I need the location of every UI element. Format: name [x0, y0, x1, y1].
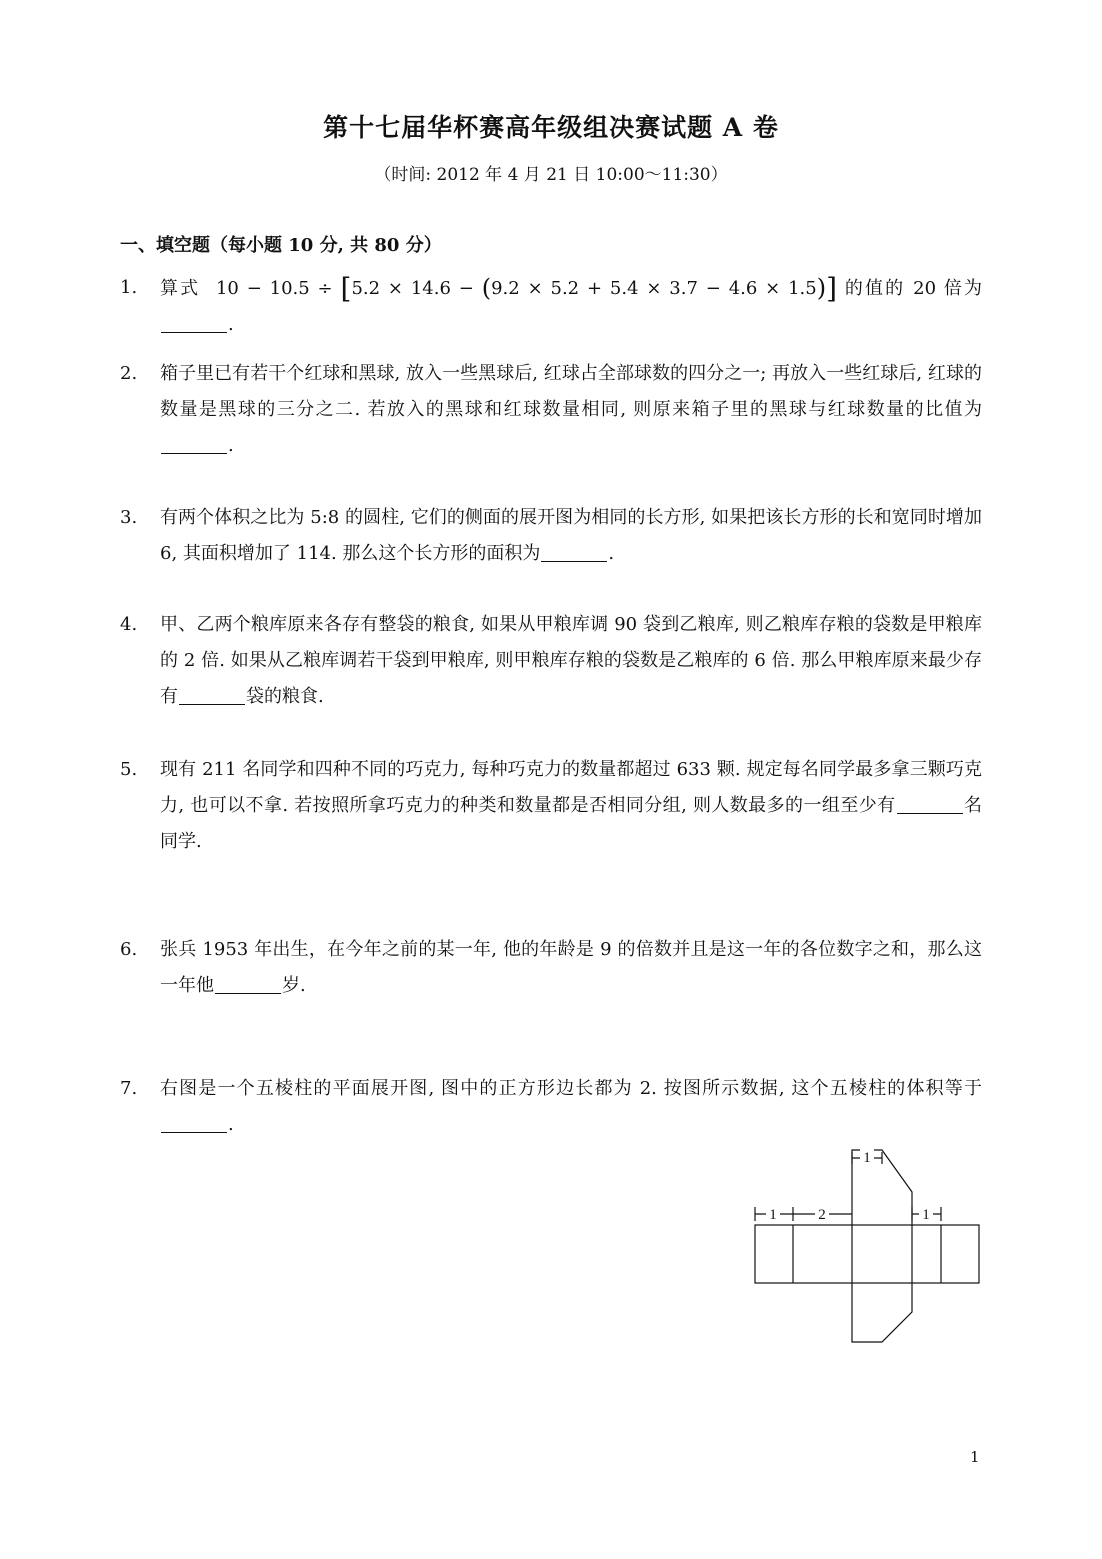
question-number: 2. [120, 363, 138, 384]
expr-part: 9.2 × 5.2 + 5.4 × 3.7 − 4.6 × 1.5 [491, 278, 817, 299]
dimension-label: 1 [863, 1150, 871, 1166]
question-4 [120, 607, 982, 715]
question-text: 甲、乙两个粮库原来各存有整袋的粮食, 如果从甲粮库调 90 袋到乙粮库, 则乙粮库存粮的袋数是甲粮库的 2 倍. 如果从乙粮库调若干袋到甲粮库, 则甲粮库存粮的袋数是乙粮库的 6 倍. 那么甲粮库原来最少存有 [160, 614, 982, 707]
question-end: . [608, 543, 615, 564]
question-1 [120, 270, 982, 343]
dimension-label: 2 [818, 1207, 826, 1223]
question-number: 7. [120, 1078, 138, 1099]
expr-part: 5.2 × 14.6 − [351, 278, 474, 299]
answer-blank[interactable] [541, 539, 607, 562]
prism-net-figure [748, 1140, 988, 1350]
question-text: 有两个体积之比为 5:8 的圆柱, 它们的侧面的展开图为相同的长方形, 如果把该长方形的长和宽同时增加 6, 其面积增加了 114. 那么这个长方形的面积为 [160, 507, 982, 564]
question-number: 1. [120, 277, 138, 298]
question-number: 4. [120, 614, 138, 635]
answer-blank[interactable] [161, 431, 227, 454]
page-number: 1 [970, 1448, 980, 1466]
question-number: 6. [120, 939, 138, 960]
question-end: . [228, 435, 234, 456]
question-7 [120, 1071, 982, 1143]
question-end: 名同学. [160, 795, 982, 852]
question-number: 3. [120, 507, 138, 528]
section-heading: 一、填空题（每小题 10 分, 共 80 分） [120, 235, 442, 256]
answer-blank[interactable] [897, 791, 963, 814]
question-text: 箱子里已有若干个红球和黑球, 放入一些黑球后, 红球占全部球数的四分之一; 再放入一些红球后, 红球的数量是黑球的三分之二. 若放入的黑球和红球数量相同, 则原来箱子里的黑球与红球数量的比值为 [160, 363, 982, 420]
dimension-label: 1 [922, 1207, 930, 1223]
page-title: 第十七届华杯赛高年级组决赛试题 A 卷 [323, 113, 779, 142]
answer-blank[interactable] [161, 310, 227, 333]
question-end: . [228, 1114, 234, 1135]
net-strip [755, 1225, 979, 1283]
question-text: 右图是一个五棱柱的平面展开图, 图中的正方形边长都为 2. 按图所示数据, 这个五棱柱的体积等于 [160, 1078, 982, 1099]
right-paren: ) [816, 274, 827, 302]
expr-part: 10 − 10.5 ÷ [215, 278, 333, 299]
math-expression [215, 272, 845, 305]
question-text: 现有 211 名同学和四种不同的巧克力, 每种巧克力的数量都超过 633 颗. 规定每名同学最多拿三颗巧克力, 也可以不拿. 若按照所拿巧克力的种类和数量都是否相同分组, 则人数最多的一组至少有 [160, 759, 982, 816]
right-bracket: ] [826, 272, 838, 305]
question-6 [120, 932, 982, 1004]
answer-blank[interactable] [179, 682, 245, 705]
exam-time: （时间: 2012 年 4 月 21 日 10:00～11:30） [374, 165, 728, 185]
left-bracket: [ [340, 272, 352, 305]
answer-blank[interactable] [161, 1110, 227, 1133]
answer-blank[interactable] [215, 971, 281, 994]
question-text: 张兵 1953 年出生，在今年之前的某一年, 他的年龄是 9 的倍数并且是这一年的各位数字之和，那么这一年他 [160, 939, 982, 996]
question-text: 的值的 20 倍为 [844, 278, 983, 299]
question-number: 5. [120, 759, 138, 780]
question-2 [120, 356, 982, 464]
question-end: 袋的粮食. [246, 686, 324, 707]
left-paren: ( [481, 274, 492, 302]
bottom-pentagon [852, 1283, 912, 1342]
dimension-label: 1 [769, 1207, 777, 1223]
question-end: . [228, 314, 234, 335]
question-5 [120, 752, 982, 860]
question-end: 岁. [282, 975, 306, 996]
question-text: 算式 [160, 278, 201, 299]
question-3 [120, 500, 982, 572]
